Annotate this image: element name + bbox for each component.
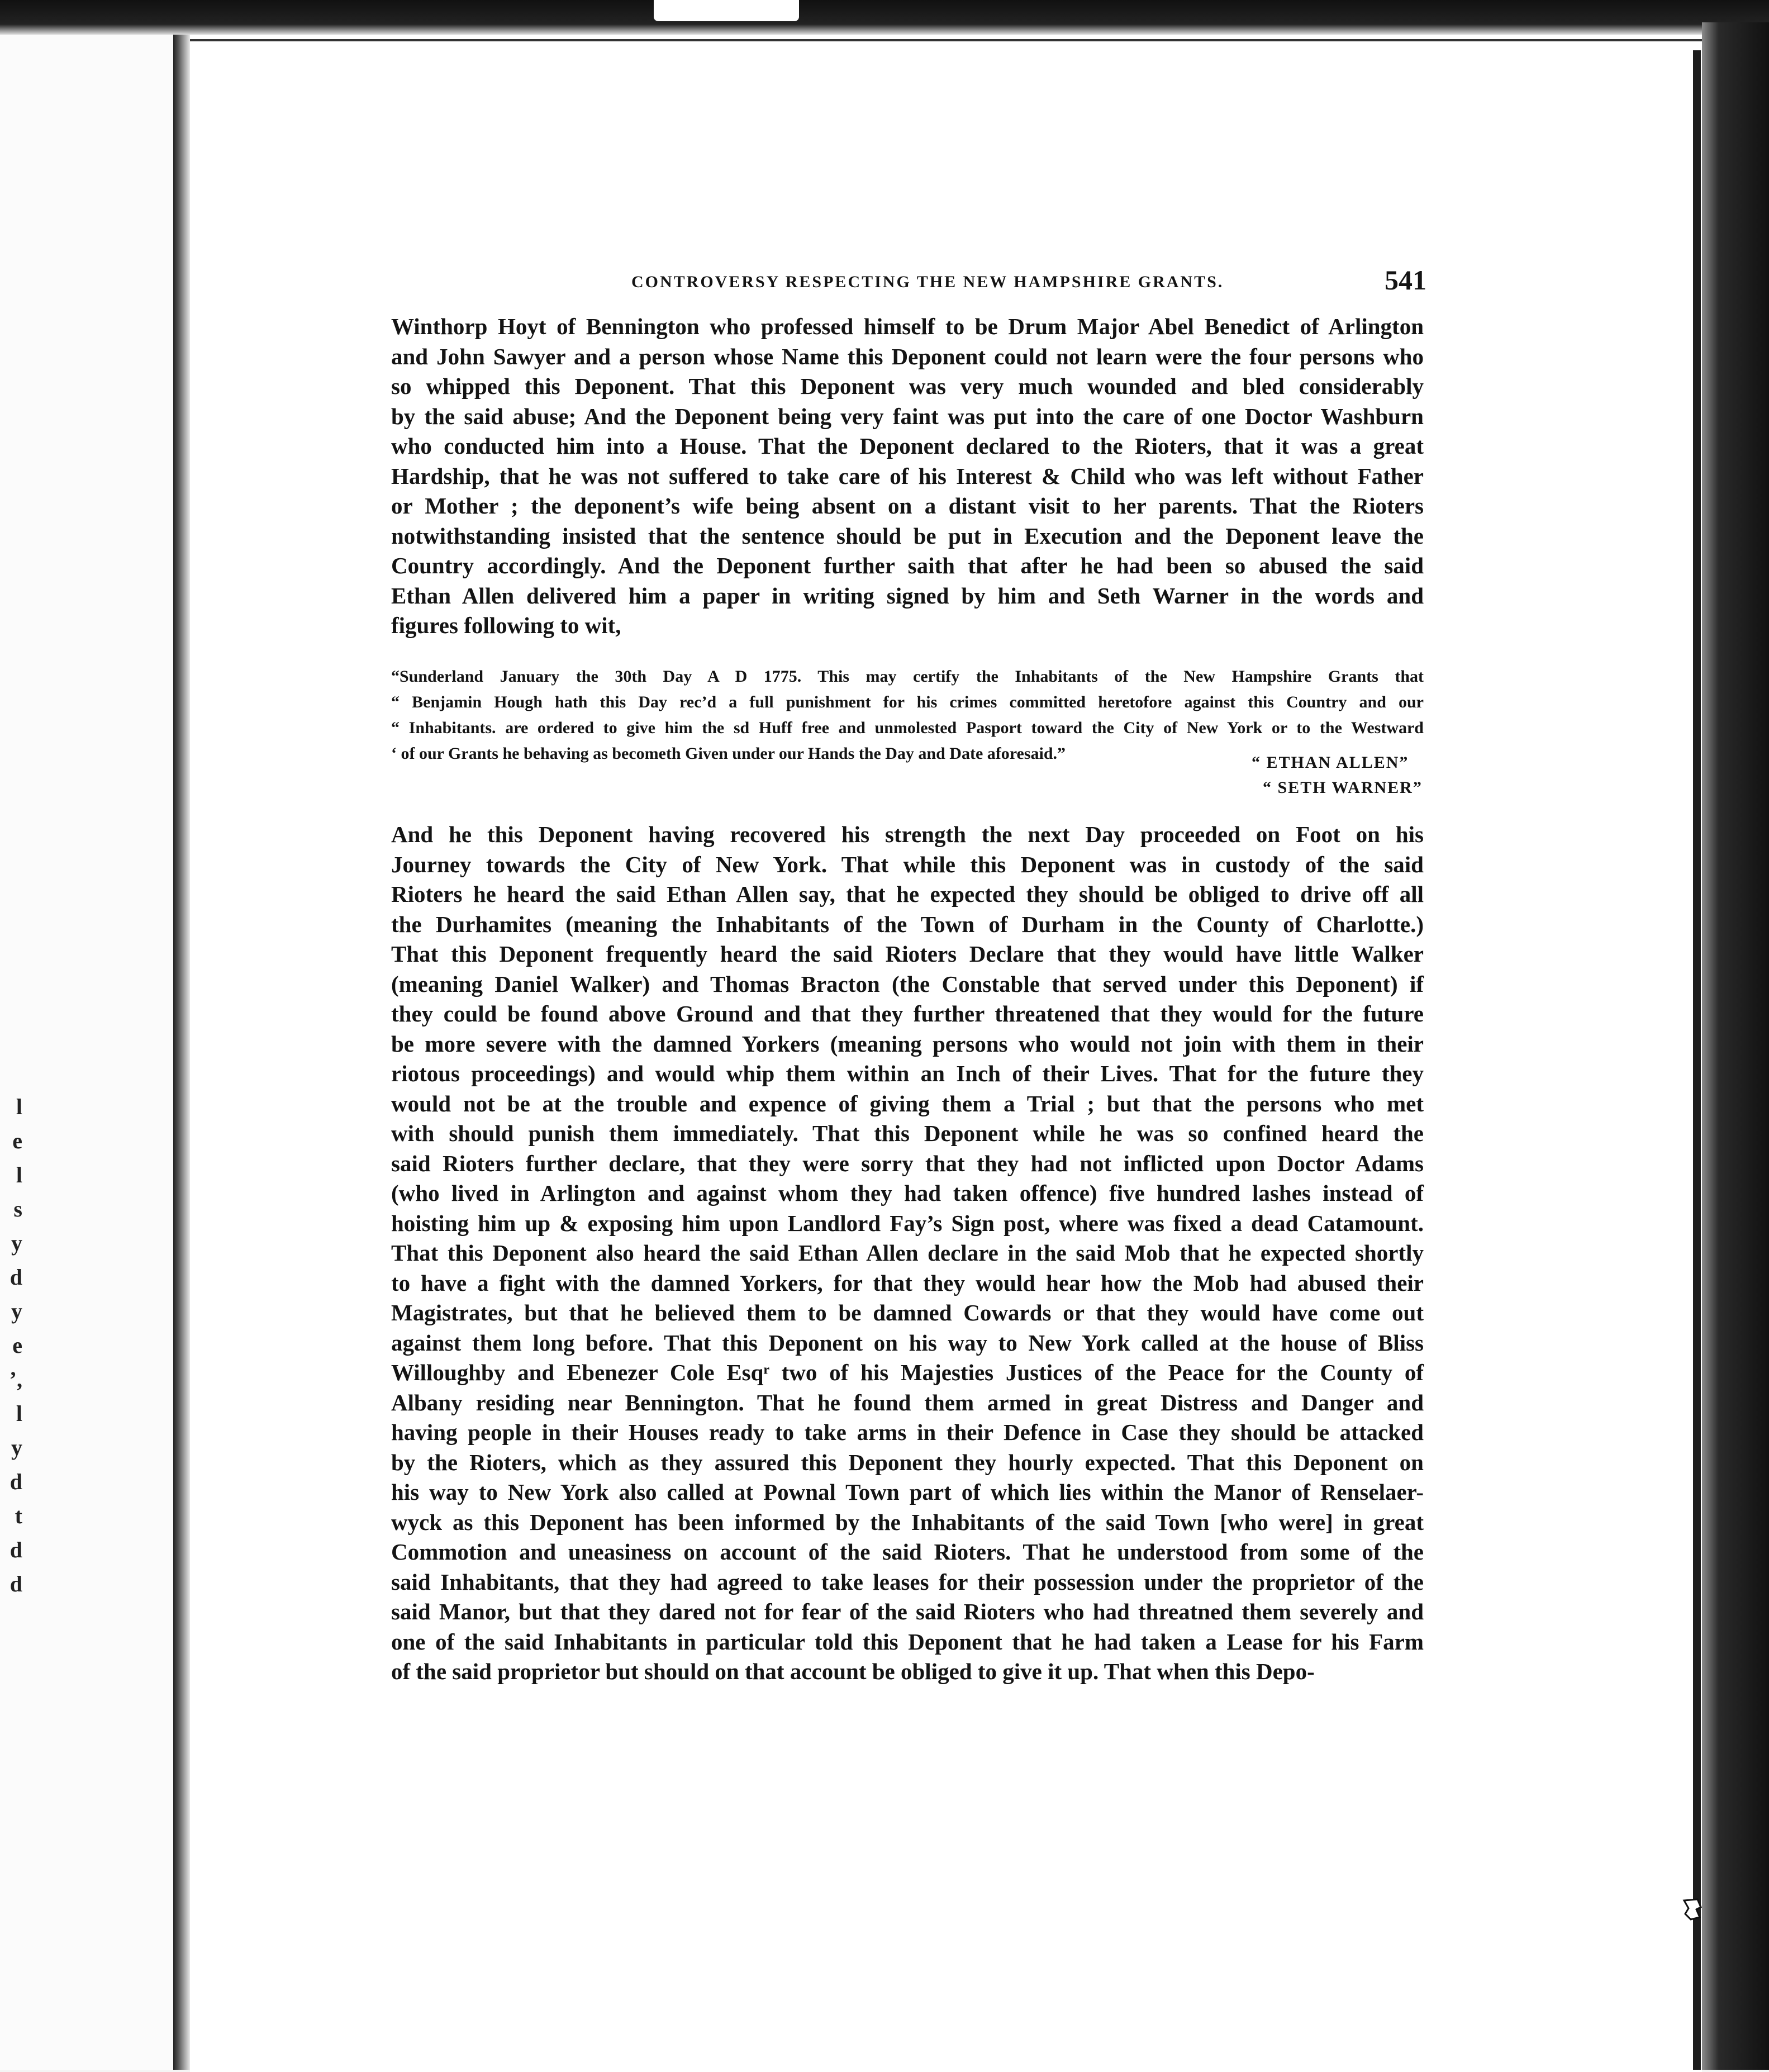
paragraph-2-line: said Manor, but that they dared not for fear of the said Rioters who had threatned them severely and <box>391 1599 1424 1624</box>
quote-line: “ Inhabitants. are ordered to give him the sd Huff free and unmolested Pasport toward the City of New York or to the Westward <box>391 719 1424 737</box>
paragraph-1-line: so whipped this Deponent. That this Deponent was very much wounded and bled considerably <box>391 373 1424 399</box>
paragraph-2-line: said Inhabitants, that they had agreed to take leases for their possession under the proprietor of the <box>391 1569 1424 1595</box>
paragraph-2 <box>391 820 1424 1687</box>
book-gutter <box>173 34 190 2070</box>
facing-page-letter: l <box>16 1162 22 1187</box>
facing-page-letter: l <box>16 1401 22 1426</box>
facing-page-letter: y <box>11 1299 22 1324</box>
facing-page-edge <box>0 34 173 2070</box>
paragraph-1-line: who conducted him into a House. That the Deponent declared to the Rioters, that it was a great <box>391 433 1424 459</box>
facing-page-letter: d <box>9 1537 22 1562</box>
paragraph-1-line: or Mother ; the deponent’s wife being absent on a distant visit to her parents. That the Rioters <box>391 493 1424 519</box>
paragraph-1-line: by the said abuse; And the Deponent being very faint was put into the care of one Doctor Washburn <box>391 403 1424 429</box>
paragraph-2-line: against them long before. That this Deponent on his way to New York called at the house of Bliss <box>391 1329 1424 1356</box>
facing-page-letter: l <box>16 1094 22 1119</box>
paragraph-2-line: Rioters he heard the said Ethan Allen say, that he expected they should be obliged to drive off all <box>391 881 1424 907</box>
running-head: CONTROVERSY RESPECTING THE NEW HAMPSHIRE GRANTS. <box>631 273 1224 291</box>
paragraph-2-line: be more severe with the damned Yorkers (meaning persons who would not join with them in their <box>391 1030 1424 1057</box>
paragraph-2-line: Willoughby and Ebenezer Cole Esqʳ two of his Majesties Justices of the Peace for the County of <box>391 1360 1424 1385</box>
quoted-certificate <box>391 664 1424 767</box>
paragraph-1 <box>391 312 1424 641</box>
paragraph-2-line: said Rioters further declare, that they were sorry that they had not inflicted upon Doctor Adams <box>391 1150 1424 1176</box>
paragraph-2-line: would not be at the trouble and expence of giving them a Trial ; but that the persons who met <box>391 1090 1424 1116</box>
paragraph-2-line: hoisting him up & exposing him upon Landlord Fay’s Sign post, where was fixed a dead Catamount. <box>391 1210 1424 1236</box>
paragraph-2-line: the Durhamites (meaning the Inhabitants of the Town of Durham in the County of Charlotte.) <box>391 911 1424 937</box>
facing-page-letter: d <box>9 1469 22 1494</box>
paragraph-2-line: one of the said Inhabitants in particular told this Deponent that he had taken a Lease for his Farm <box>391 1628 1424 1655</box>
scan-right-border <box>1702 22 1769 2070</box>
paragraph-2-line: riotous proceedings) and would whip them within an Inch of their Lives. That for the future they <box>391 1061 1424 1086</box>
paragraph-2-line: Journey towards the City of New York. That while this Deponent was in custody of the said <box>391 851 1424 877</box>
scan-tab <box>654 0 799 21</box>
paragraph-1-line: Winthorp Hoyt of Bennington who professed himself to be Drum Major Abel Benedict of Arlington <box>391 313 1424 339</box>
paragraph-2-line: of the said proprietor but should on that account be obliged to give it up. That when this Depo- <box>391 1658 1315 1684</box>
facing-page-letter: s <box>13 1196 22 1222</box>
paragraph-2-line: (who lived in Arlington and against whom they had taken offence) five hundred lashes instead of <box>391 1180 1424 1206</box>
paragraph-2-line: his way to New York also called at Pownal Town part of which lies within the Manor of Renselaer- <box>391 1479 1424 1505</box>
paragraph-2-line: by the Rioters, which as they assured this Deponent they hourly expected. That this Deponent on <box>391 1449 1424 1475</box>
facing-page-letter: y <box>11 1435 22 1460</box>
paragraph-2-line: with should punish them immediately. That this Deponent while he was so confined heard the <box>391 1120 1424 1146</box>
paragraph-1-line: Ethan Allen delivered him a paper in writing signed by him and Seth Warner in the words and <box>391 582 1424 609</box>
paragraph-2-line: Albany residing near Bennington. That he found them armed in great Distress and Danger and <box>391 1389 1424 1415</box>
facing-page-letter: e <box>12 1333 22 1358</box>
paragraph-1-line: figures following to wit, <box>391 612 621 638</box>
quote-line: “ Benjamin Hough hath this Day rec’d a full punishment for his crimes committed heretofore against this Country and our <box>391 693 1424 711</box>
quote-line: ‘ of our Grants he behaving as becometh Given under our Hands the Day and Date aforesaid.” <box>391 744 1066 763</box>
facing-page-letter: ’, <box>9 1367 22 1392</box>
paragraph-2-line: That this Deponent also heard the said Ethan Allen declare in the said Mob that he expected shortly <box>391 1240 1424 1266</box>
paragraph-2-line: to have a fight with the damned Yorkers, for that they would hear how the Mob had abused their <box>391 1270 1424 1296</box>
paragraph-1-line: Country accordingly. And the Deponent further saith that after he had been so abused the said <box>391 553 1424 578</box>
facing-page-fragments <box>0 1090 22 1601</box>
facing-page-letter: y <box>11 1230 22 1256</box>
paragraph-2-line: having people in their Houses ready to take arms in their Defence in Case they should be attacked <box>391 1419 1424 1445</box>
signature-seth-warner: “ SETH WARNER” <box>1263 778 1423 797</box>
facing-page-letter: t <box>15 1503 22 1528</box>
page-right-edge <box>1693 50 1701 2070</box>
quote-line: “Sunderland January the 30th Day A D 1775. This may certify the Inhabitants of the New Hampshire Grants that <box>391 667 1424 686</box>
facing-page-letter: d <box>9 1571 22 1596</box>
signature-ethan-allen: “ ETHAN ALLEN” <box>1252 753 1409 772</box>
paragraph-2-line: Magistrates, but that he believed them to be damned Cowards or that they would have come out <box>391 1300 1424 1325</box>
paragraph-2-line: Commotion and uneasiness on account of the said Rioters. That he understood from some of the <box>391 1539 1424 1565</box>
paragraph-1-line: Hardship, that he was not suffered to take care of his Interest & Child who was left without Father <box>391 463 1424 489</box>
paragraph-2-line: wyck as this Deponent has been informed by the Inhabitants of the said Town [who were] in great <box>391 1509 1424 1535</box>
library-stamp-icon <box>1681 1897 1703 1922</box>
paragraph-1-line: notwithstanding insisted that the sentence should be put in Execution and the Deponent leave the <box>391 522 1424 549</box>
paragraph-2-line: And he this Deponent having recovered his strength the next Day proceeded on Foot on his <box>391 821 1424 847</box>
page-number: 541 <box>1385 264 1426 296</box>
paragraph-2-line: That this Deponent frequently heard the said Rioters Declare that they would have little Walker <box>391 941 1424 967</box>
paragraph-2-line: they could be found above Ground and that they further threatened that they would for the future <box>391 1001 1424 1027</box>
paragraph-1-line: and John Sawyer and a person whose Name this Deponent could not learn were the four persons who <box>391 343 1424 369</box>
facing-page-letter: d <box>9 1265 22 1290</box>
facing-page-letter: e <box>12 1128 22 1153</box>
paragraph-2-line: (meaning Daniel Walker) and Thomas Bracton (the Constable that served under this Deponent) if <box>391 971 1424 997</box>
scan-top-border <box>0 0 1769 35</box>
